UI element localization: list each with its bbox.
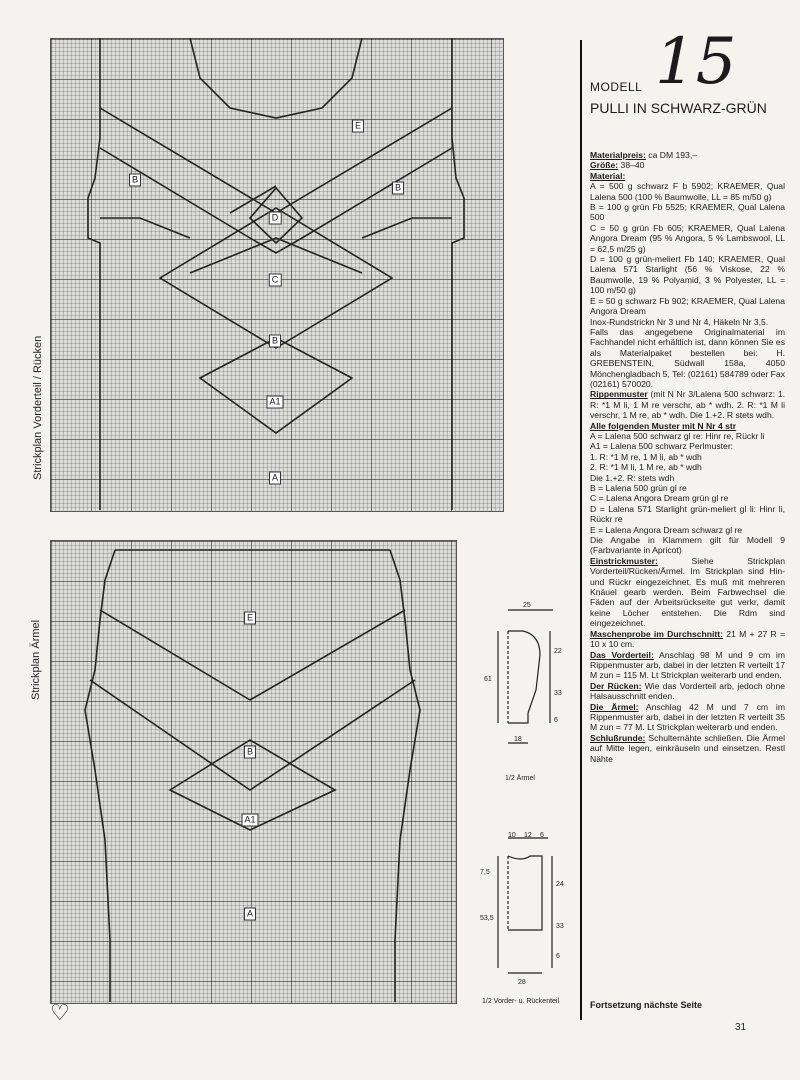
material-line: Falls das angegebene Originalmaterial im Fachhandel nicht erhältlich ist, dann können Sie es als Materialpaket bestellen bei: H. GREBENSTEIN, Südwall 158a, 4050 Mönchengladbach 5, Tel: (02161) 584789 oder Fax (02161) 570020. [590, 326, 785, 389]
page-number: 31 [735, 1022, 747, 1033]
maschen-text: 21 M + 27 R = 10 x 10 cm. [590, 628, 785, 650]
vorder-label: Das Vorderteil: [590, 649, 654, 660]
muster-line: B = Lalena 500 grün gl re [590, 483, 687, 493]
zone-label: D [269, 212, 282, 225]
zone-label: E [244, 612, 256, 625]
measure-label: 7,5 [480, 869, 490, 876]
measure-label: 25 [523, 602, 531, 609]
zone-label: E [352, 120, 364, 133]
zone-label: B [129, 174, 141, 187]
schematic-body [478, 828, 578, 993]
muster-line: 2. R: *1 M li, 1 M re, ab * wdh [590, 462, 702, 473]
material-line: B = 100 g grün Fb 5525; KRAEMER, Qual Lalena 500 [590, 202, 785, 223]
muster-line: A = Lalena 500 schwarz gl re: Hinr re, Rückr li [590, 430, 765, 441]
chart-sleeve [50, 540, 455, 1002]
measure-label: 33 [554, 690, 562, 697]
model-label: MODELL [590, 80, 643, 94]
measure-label: 28 [518, 979, 526, 986]
groesse-value: 38–40 [618, 160, 645, 171]
zone-label: B [269, 335, 281, 348]
rippen-text: (mit N Nr 3/Lalena 500 schwarz: 1. R: *1 M li, 1 M re verschr, ab * wdh. 2. R: *1 M li verschr, 1 M re, ab * wdh. Die 1.+2. R stets wdh. [590, 389, 785, 421]
schematic-sleeve-caption: 1/2 Ärmel [505, 775, 535, 782]
groesse-label: Größe: [590, 160, 619, 171]
vorder-text: Anschlag 98 M und 9 cm im Rippenmuster arb, dabei in der letzten R verteilt 17 M zun = 115 M. Lt Strickplan weiterarb und enden. [590, 649, 785, 681]
schluss-text: Schulternähte schließen. Die Ärmel auf Mitte legen, einkräuseln und einsetzen. Restl Nähte [590, 732, 785, 764]
einstrick-label: Einstrickmuster: [590, 555, 658, 566]
einstrick-text: Siehe Strickplan Vorderteil/Rücken/Ärmel. Im Strickplan sind Hin- und Rückr eingezeichnet. Es muß mit mehreren Knäuel gearb werden. Beim Farbwechsel die Fäden auf der Arbeitsrückseite gut verkr, damit keine Löcher entstehen. Die Rdm sind eingezeichnet. [590, 555, 785, 629]
chart-outlines [50, 540, 455, 1002]
schluss-label: Schlußrunde: [590, 732, 646, 743]
page-title: PULLI IN SCHWARZ-GRÜN [590, 100, 767, 116]
measure-label: 6 [556, 953, 560, 960]
zone-label: A1 [241, 814, 258, 827]
material-line: A = 500 g schwarz F b 5902; KRAEMER, Qual Lalena 500 (100 % Baumwolle, LL = 85 m/50 g) [590, 181, 785, 202]
chart-sleeve-label: Strickplan Ärmel [30, 619, 42, 700]
muster-line: D = Lalena 571 Starlight grün-meliert gl li: Hinr li, Rückr re [590, 503, 785, 525]
measure-label: 18 [514, 736, 522, 743]
aermel-label: Die Ärmel: [590, 701, 639, 712]
ruecken-label: Der Rücken: [590, 680, 642, 691]
measure-label: 53,5 [480, 915, 494, 922]
zone-label: A [269, 472, 281, 485]
chart-front-back [50, 38, 502, 510]
measure-label: 61 [484, 676, 492, 683]
schematic-sleeve [478, 595, 578, 775]
measure-label: 6 [540, 832, 544, 839]
materialpreis-value: ca DM 193,– [645, 150, 697, 160]
measure-label: 22 [554, 648, 562, 655]
muster-line: E = Lalena Angora Dream schwarz gl re [590, 524, 743, 535]
ruecken-text: Wie das Vorderteil arb, jedoch ohne Halsausschnitt enden. [590, 680, 786, 702]
muster-line: Die Angabe in Klammern gilt für Modell 9 (Farbvariante in Apricot) [590, 535, 785, 556]
measure-label: 6 [554, 717, 558, 724]
zone-label: A [244, 908, 256, 921]
instructions-text [590, 150, 785, 764]
column-divider [580, 40, 582, 1020]
measure-label: 10 [508, 832, 516, 839]
muster-line: 1. R: *1 M re, 1 M li, ab * wdh [590, 451, 702, 462]
muster-line: C = Lalena Angora Dream grün gl re [590, 493, 729, 504]
continuation-note: Fortsetzung nächste Seite [590, 1000, 703, 1010]
measure-label: 24 [556, 881, 564, 888]
material-line: C = 50 g grün Fb 605; KRAEMER, Qual Lalena Angora Dream (95 % Angora, 5 % Lambswool, LL = 62,5 m/25 g) [590, 222, 785, 254]
zone-label: B [244, 746, 256, 759]
muster-line: Die 1.+2. R: stets wdh [590, 472, 675, 483]
material-line: E = 50 g schwarz Fb 902; KRAEMER, Qual Lalena Angora Dream [590, 295, 785, 317]
heart-icon: ♡ [50, 1000, 70, 1025]
zone-label: A1 [266, 396, 283, 409]
materialpreis-label: Materialpreis: [590, 150, 646, 160]
material-line: Inox-Rundstrickn Nr 3 und Nr 4, Häkeln Nr 3,5. [590, 316, 769, 327]
measure-label: 33 [556, 923, 564, 930]
aermel-text: Anschlag 42 M und 7 cm im Rippenmuster arb, dabei in der letzten R verteilt 35 M zun = 77 M. Lt Strickplan weiterarb und enden. [590, 701, 786, 733]
muster-line: A1 = Lalena 500 schwarz Perlmuster: [590, 441, 734, 452]
model-number: 15 [655, 25, 737, 99]
maschen-label: Maschenprobe im Durchschnitt: [590, 628, 724, 639]
chart-front-label: Strickplan Vorderteil / Rücken [32, 335, 44, 480]
zone-label: C [269, 274, 282, 287]
schematic-body-caption: 1/2 Vorder- u. Rückenteil [482, 998, 560, 1005]
material-line: D = 100 g grün-meliert Fb 140; KRAEMER, Qual Lalena 571 Starlight (56 % Viskose, 22 % Baumwolle, 19 % Polyamid, 3 % Polyester, LL = 100 m/50 g) [590, 254, 785, 296]
alle-label: Alle folgenden Muster mit N Nr 4 str [590, 420, 737, 431]
rippen-label: Rippenmuster [590, 389, 648, 400]
material-label: Material: [590, 170, 626, 181]
zone-label: B [392, 182, 404, 195]
measure-label: 12 [524, 832, 532, 839]
